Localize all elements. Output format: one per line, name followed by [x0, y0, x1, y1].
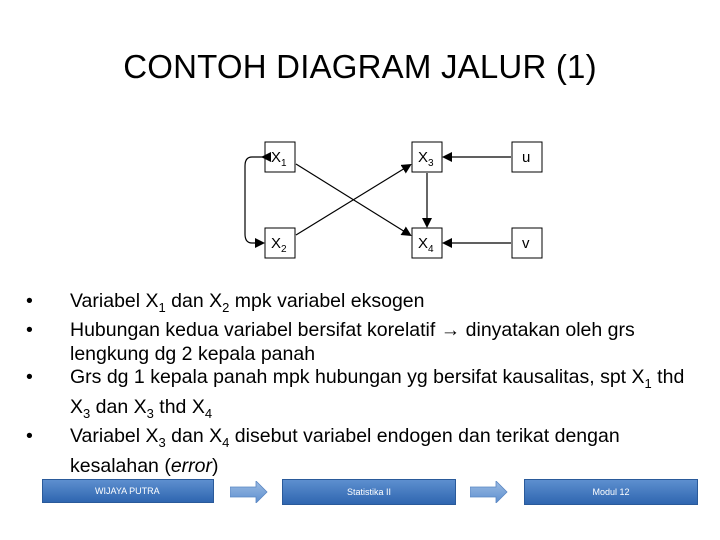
node-x1-label: $X_1$	[271, 149, 287, 169]
node-v-label: v	[522, 235, 530, 252]
right-arrow-icon	[230, 481, 268, 503]
bullet-item: • Variabel $X_3$ dan $X_4$ disebut variabel endogen dan terikat dengan kesalahan (error)	[26, 425, 620, 477]
node-u-label: u	[522, 149, 531, 166]
slide-title: CONTOH DIAGRAM JALUR (1)	[123, 48, 597, 85]
footer-author: WIJAYA PUTRA	[42, 479, 214, 503]
right-arrow-icon	[470, 481, 508, 503]
correlation-curve	[245, 157, 263, 243]
bullet-item: • Hubungan kedua variabel bersifat korelatif → dinyatakan oleh grs lengkung dg 2 kepala panah	[26, 319, 635, 365]
bullet-item: • Variabel $X_1$ dan $X_2$ mpk variabel eksogen	[26, 290, 425, 315]
footer-module: Modul 12	[524, 479, 698, 505]
bullet-list	[26, 290, 696, 478]
footer-course: Statistika II	[282, 479, 456, 505]
node-x2-label: $X_2$	[271, 235, 287, 255]
bullet-item: • Grs dg 1 kepala panah mpk hubungan yg bersifat kausalitas, spt $X_1$ thd $X_3$ dan $X_3$ thd $X_4$	[26, 366, 685, 421]
node-x3-label: $X_3$	[418, 149, 434, 169]
node-x4-label: $X_4$	[418, 235, 434, 255]
